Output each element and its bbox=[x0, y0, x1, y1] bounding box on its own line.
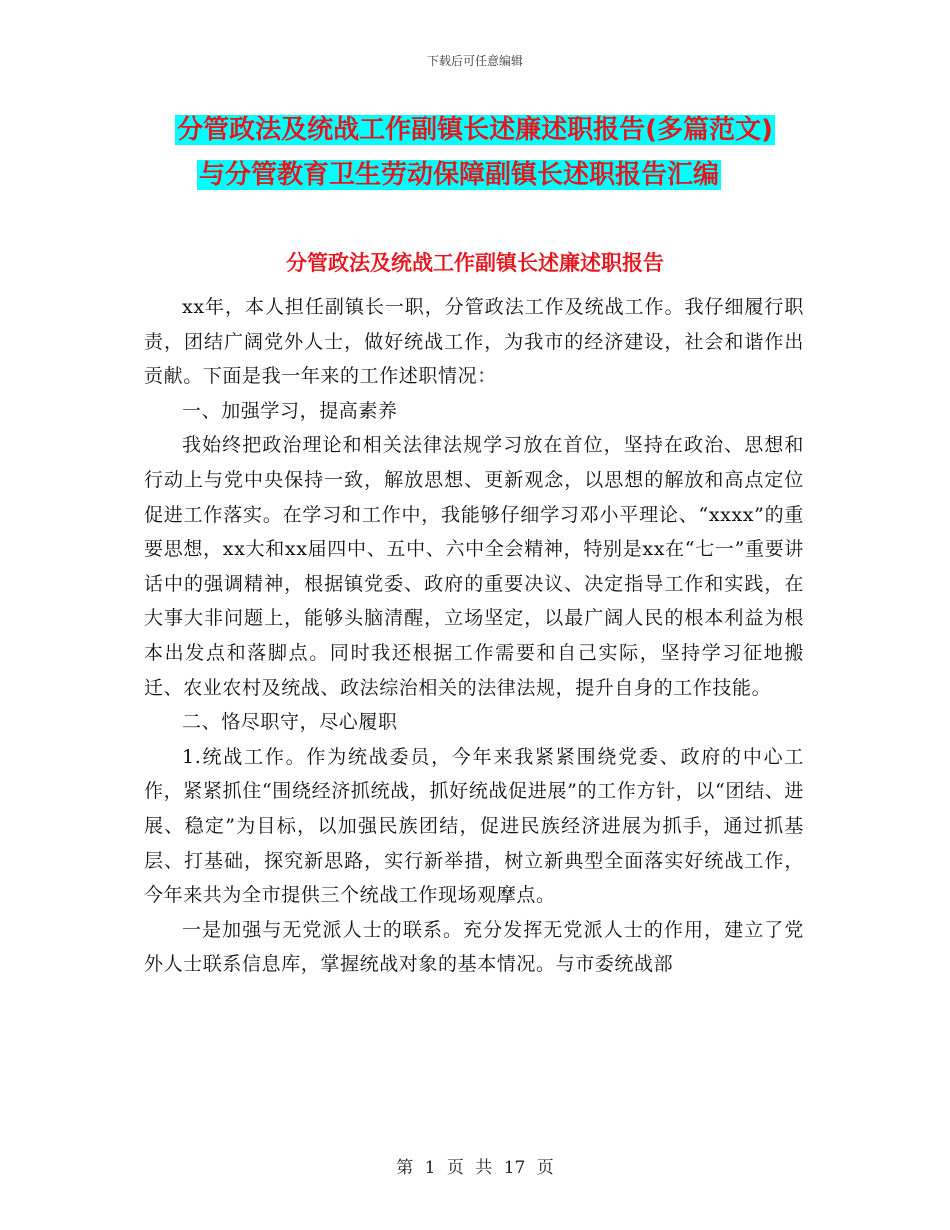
paragraph-intro: xx年，本人担任副镇长一职，分管政法工作及统战工作。我仔细履行职责，团结广阔党外人士，做好统战工作，为我市的经济建设，社会和谐作出贡献。下面是我一年来的工作述职情况： bbox=[144, 296, 804, 388]
paragraph-united-front: 1.统战工作。作为统战委员，今年来我紧紧围绕党委、政府的中心工作，紧紧抓住“围绕经济抓统战，抓好统战促进展”的工作方针，以“团结、进展、稳定”为目标，以加强民族团结，促进民族经济进展为抓手，通过抓基层、打基础，探究新思路，实行新举措，树立新典型全面落实好统战工作，今年来共为全市提供三个统战工作现场观摩点。 bbox=[144, 745, 804, 907]
document-title-line-2-text: 与分管教育卫生劳动保障副镇长述职报告汇编 bbox=[198, 160, 719, 190]
document-body bbox=[144, 290, 804, 982]
heading-study: 一、加强学习，提高素养 bbox=[182, 399, 398, 422]
heading-duty: 二、恪尽职守，尽心履职 bbox=[182, 711, 398, 734]
document-title-line-2 bbox=[0, 157, 934, 193]
paragraph-study: 我始终把政治理论和相关法律法规学习放在首位，坚持在政治、思想和行动上与党中央保持一致，解放思想、更新观念，以思想的解放和高点定位促进工作落实。在学习和工作中，我能够仔细学习邓小平理论、“xxxx”的重要思想，xx大和xx届四中、五中、六中全会精神，特别是xx在“七一”重要讲话中的强调精神，根据镇党委、政府的重要决议、决定指导工作和实践，在大事大非问题上，能够头脑清醒，立场坚定，以最广阔人民的根本利益为根本出发点和落脚点。同时我还根据工作需要和自己实际，坚持学习征地搬迁、农业农村及统战、政法综治相关的法律法规，提升自身的工作技能。 bbox=[144, 434, 804, 699]
page-footer: 第 1 页 共 17 页 bbox=[396, 1158, 554, 1178]
document-title-line-1-text: 分管政法及统战工作副镇长述廉述职报告(多篇范文) bbox=[177, 115, 773, 145]
paragraph-nonparty-contact: 一是加强与无党派人士的联系。充分发挥无党派人士的作用，建立了党外人士联系信息库，掌握统战对象的基本情况。与市委统战部 bbox=[144, 918, 804, 976]
document-title-line-1 bbox=[0, 112, 950, 148]
header-note: 下载后可任意编辑 bbox=[426, 54, 523, 68]
section-title: 分管政法及统战工作副镇长述廉述职报告 bbox=[286, 251, 664, 275]
